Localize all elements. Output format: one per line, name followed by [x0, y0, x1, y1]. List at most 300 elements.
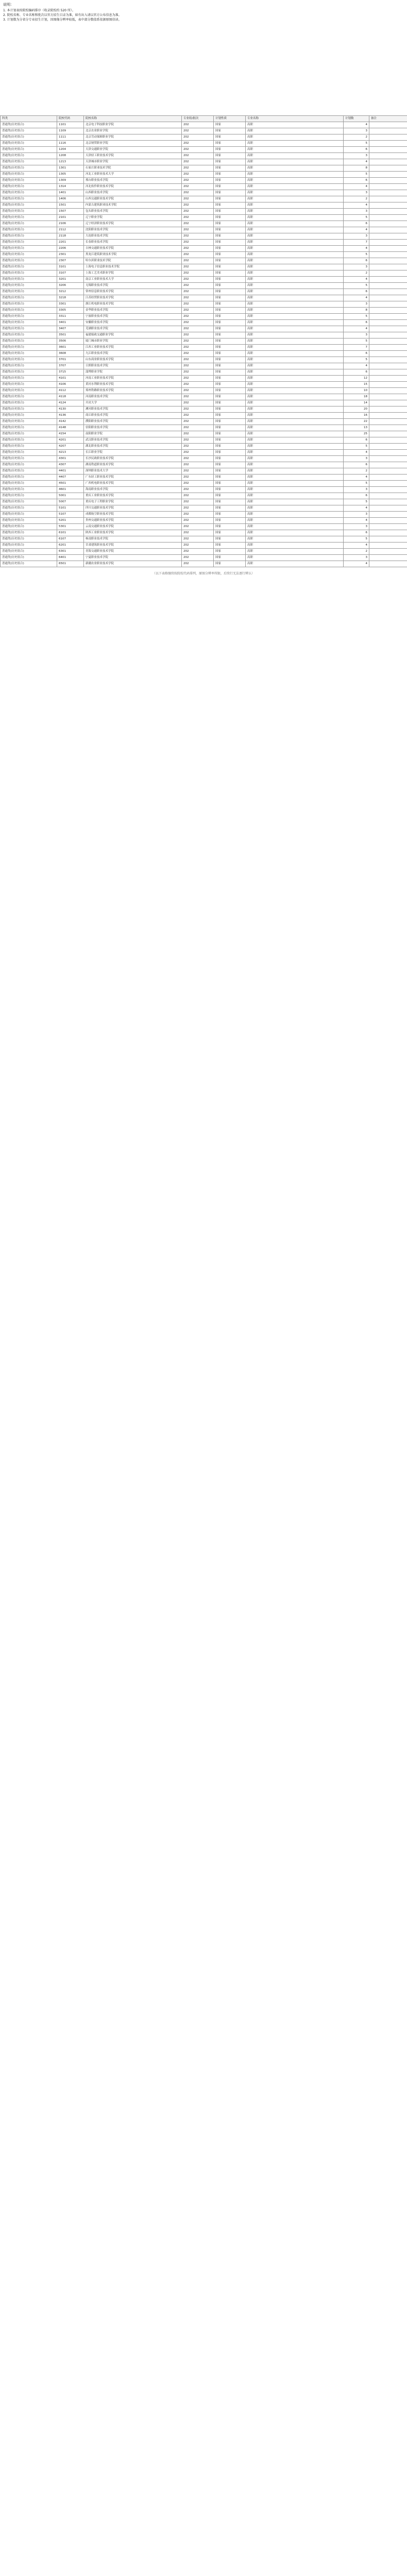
- column-header: 科类: [1, 116, 57, 122]
- cell-school-name: 漯河职业技术学院: [84, 406, 182, 413]
- cell-category: 普通类(历史组合): [1, 400, 57, 406]
- cell-school-name: 淄博职业学院: [84, 369, 182, 376]
- cell-plan-type: 国家: [214, 209, 246, 215]
- cell-major: 高职: [246, 202, 344, 209]
- cell-category: 普通类(历史组合): [1, 246, 57, 252]
- notes-line: 3. 计划数为分省分专业招生计划，因图像分辨率较低，表中部分数值系依据原图估读。: [3, 18, 122, 22]
- cell-major: 高职: [246, 363, 344, 369]
- cell-group: 202: [182, 277, 214, 283]
- cell-remark: [369, 394, 407, 400]
- table-header-row: [1, 116, 407, 122]
- cell-major: 高职: [246, 561, 344, 567]
- cell-plan-type: 国家: [214, 369, 246, 376]
- cell-plan-count: 4: [344, 450, 369, 456]
- cell-remark: [369, 543, 407, 549]
- cell-school-name: 郑州铁路职业技术学院: [84, 388, 182, 394]
- cell-category: 普通类(历史组合): [1, 270, 57, 277]
- cell-school-code: 4207: [57, 444, 84, 450]
- cell-remark: [369, 530, 407, 536]
- cell-plan-count: 3: [344, 456, 369, 462]
- cell-school-code: 3608: [57, 351, 84, 357]
- table-row: [1, 406, 407, 413]
- cell-plan-count: 6: [344, 178, 369, 184]
- cell-plan-type: 国家: [214, 437, 246, 444]
- cell-remark: [369, 202, 407, 209]
- cell-plan-type: 国家: [214, 363, 246, 369]
- cell-plan-type: 国家: [214, 524, 246, 530]
- cell-remark: [369, 147, 407, 153]
- cell-school-code: 5001: [57, 493, 84, 499]
- cell-school-code: 2301: [57, 252, 84, 258]
- cell-major: 高职: [246, 499, 344, 505]
- cell-category: 普通类(历史组合): [1, 481, 57, 487]
- cell-plan-count: 4: [344, 227, 369, 233]
- cell-group: 202: [182, 178, 214, 184]
- cell-school-name: 长沙民政职业技术学院: [84, 456, 182, 462]
- cell-plan-count: 5: [344, 481, 369, 487]
- cell-school-code: 1301: [57, 165, 84, 172]
- cell-remark: [369, 196, 407, 202]
- table-row: [1, 128, 407, 134]
- table-body: [1, 122, 407, 567]
- cell-plan-count: 4: [344, 363, 369, 369]
- cell-major: 高职: [246, 512, 344, 518]
- cell-plan-count: 4: [344, 561, 369, 567]
- cell-plan-count: 3: [344, 555, 369, 561]
- cell-plan-type: 国家: [214, 481, 246, 487]
- cell-group: 202: [182, 425, 214, 431]
- cell-school-name: 江西工业职业技术学院: [84, 345, 182, 351]
- cell-group: 202: [182, 227, 214, 233]
- cell-group: 202: [182, 308, 214, 314]
- cell-plan-type: 国家: [214, 277, 246, 283]
- cell-remark: [369, 369, 407, 376]
- cell-group: 202: [182, 549, 214, 555]
- cell-school-name: 日照职业技术学院: [84, 363, 182, 369]
- cell-category: 普通类(历史组合): [1, 561, 57, 567]
- cell-school-name: 无锡职业技术学院: [84, 283, 182, 289]
- cell-school-code: 3305: [57, 308, 84, 314]
- cell-plan-count: 5: [344, 252, 369, 258]
- cell-major: 高职: [246, 474, 344, 481]
- cell-plan-count: 4: [344, 326, 369, 332]
- cell-group: 202: [182, 283, 214, 289]
- column-header: 备注: [369, 116, 407, 122]
- cell-plan-type: 国家: [214, 505, 246, 512]
- cell-plan-count: 5: [344, 499, 369, 505]
- cell-school-name: 江苏经贸职业技术学院: [84, 295, 182, 301]
- cell-major: 高职: [246, 270, 344, 277]
- cell-plan-type: 国家: [214, 289, 246, 295]
- cell-school-code: 4124: [57, 400, 84, 406]
- cell-plan-count: 5: [344, 141, 369, 147]
- cell-school-name: 福建船政交通职业学院: [84, 332, 182, 338]
- table-row: [1, 147, 407, 153]
- cell-remark: [369, 301, 407, 308]
- cell-major: 高职: [246, 431, 344, 437]
- cell-plan-count: 4: [344, 202, 369, 209]
- cell-category: 普通类(历史组合): [1, 468, 57, 474]
- cell-major: 高职: [246, 505, 344, 512]
- cell-major: 高职: [246, 264, 344, 270]
- cell-plan-type: 国家: [214, 270, 246, 277]
- cell-category: 普通类(历史组合): [1, 209, 57, 215]
- cell-major: 高职: [246, 444, 344, 450]
- cell-remark: [369, 141, 407, 147]
- cell-major: 高职: [246, 277, 344, 283]
- table-row: [1, 561, 407, 567]
- cell-major: 高职: [246, 555, 344, 561]
- cell-category: 普通类(历史组合): [1, 406, 57, 413]
- cell-plan-count: 3: [344, 524, 369, 530]
- cell-category: 普通类(历史组合): [1, 184, 57, 190]
- cell-major: 高职: [246, 332, 344, 338]
- cell-plan-type: 国家: [214, 351, 246, 357]
- cell-plan-type: 国家: [214, 308, 246, 314]
- cell-remark: [369, 277, 407, 283]
- cell-school-name: 北京财贸职业学院: [84, 141, 182, 147]
- table-row: [1, 549, 407, 555]
- cell-school-code: 4118: [57, 394, 84, 400]
- cell-school-name: 邢台职业技术学院: [84, 178, 182, 184]
- cell-major: 高职: [246, 419, 344, 425]
- cell-group: 202: [182, 400, 214, 406]
- cell-plan-type: 国家: [214, 468, 246, 474]
- cell-group: 202: [182, 437, 214, 444]
- table-row: [1, 425, 407, 431]
- cell-plan-count: 10: [344, 388, 369, 394]
- cell-plan-type: 国家: [214, 462, 246, 468]
- cell-plan-count: 4: [344, 474, 369, 481]
- table-row: [1, 462, 407, 468]
- cell-plan-type: 国家: [214, 246, 246, 252]
- cell-category: 普通类(历史组合): [1, 382, 57, 388]
- cell-major: 高职: [246, 283, 344, 289]
- cell-plan-count: 3: [344, 264, 369, 270]
- cell-group: 202: [182, 474, 214, 481]
- cell-plan-count: 5: [344, 314, 369, 320]
- cell-plan-type: 国家: [214, 406, 246, 413]
- cell-plan-count: 20: [344, 406, 369, 413]
- cell-plan-type: 国家: [214, 159, 246, 165]
- cell-group: 202: [182, 505, 214, 512]
- column-header: 计划性质: [214, 116, 246, 122]
- cell-group: 202: [182, 202, 214, 209]
- column-header: 专业名称: [246, 116, 344, 122]
- cell-remark: [369, 320, 407, 326]
- table-row: [1, 215, 407, 221]
- cell-plan-type: 国家: [214, 153, 246, 159]
- cell-plan-count: 6: [344, 258, 369, 264]
- cell-school-name: 内蒙古建筑职业技术学院: [84, 202, 182, 209]
- cell-plan-count: 5: [344, 338, 369, 345]
- cell-remark: [369, 134, 407, 141]
- cell-major: 高职: [246, 406, 344, 413]
- cell-major: 高职: [246, 215, 344, 221]
- cell-plan-type: 国家: [214, 264, 246, 270]
- cell-school-name: 杨凌职业技术学院: [84, 536, 182, 543]
- table-row: [1, 555, 407, 561]
- cell-school-code: 1116: [57, 141, 84, 147]
- cell-group: 202: [182, 153, 214, 159]
- cell-category: 普通类(历史组合): [1, 456, 57, 462]
- cell-plan-count: 18: [344, 394, 369, 400]
- cell-plan-type: 国家: [214, 382, 246, 388]
- cell-school-name: 南京工业职业技术大学: [84, 277, 182, 283]
- cell-school-name: 天津交通职业学院: [84, 147, 182, 153]
- cell-school-name: 山西交通职业技术学院: [84, 196, 182, 202]
- cell-major: 高职: [246, 518, 344, 524]
- table-row: [1, 413, 407, 419]
- cell-school-code: 4101: [57, 376, 84, 382]
- table-row: [1, 252, 407, 258]
- table-row: [1, 474, 407, 481]
- cell-category: 普通类(历史组合): [1, 178, 57, 184]
- cell-group: 202: [182, 555, 214, 561]
- cell-school-code: 3311: [57, 314, 84, 320]
- cell-school-name: 河南职业技术学院: [84, 394, 182, 400]
- cell-remark: [369, 382, 407, 388]
- cell-school-code: 4130: [57, 406, 84, 413]
- cell-plan-count: 15: [344, 382, 369, 388]
- cell-school-name: 北京劳动保障职业学院: [84, 134, 182, 141]
- cell-plan-type: 国家: [214, 178, 246, 184]
- cell-plan-count: 3: [344, 301, 369, 308]
- cell-plan-count: 4: [344, 122, 369, 128]
- cell-school-name: 广东轻工职业技术学院: [84, 474, 182, 481]
- cell-remark: [369, 252, 407, 258]
- cell-group: 202: [182, 134, 214, 141]
- cell-plan-count: 5: [344, 283, 369, 289]
- cell-remark: [369, 351, 407, 357]
- cell-group: 202: [182, 301, 214, 308]
- cell-plan-type: 国家: [214, 474, 246, 481]
- cell-school-code: 3101: [57, 264, 84, 270]
- cell-category: 普通类(历史组合): [1, 141, 57, 147]
- cell-plan-type: 国家: [214, 314, 246, 320]
- cell-school-name: 上海工艺美术职业学院: [84, 270, 182, 277]
- cell-school-name: 黄河水利职业技术学院: [84, 382, 182, 388]
- table-row: [1, 444, 407, 450]
- cell-school-name: 哈尔滨职业技术学院: [84, 258, 182, 264]
- table-row: [1, 221, 407, 227]
- cell-plan-count: 5: [344, 215, 369, 221]
- cell-plan-count: 4: [344, 543, 369, 549]
- cell-remark: [369, 159, 407, 165]
- table-row: [1, 400, 407, 406]
- cell-school-code: 3715: [57, 369, 84, 376]
- cell-category: 普通类(历史组合): [1, 240, 57, 246]
- cell-group: 202: [182, 184, 214, 190]
- cell-school-name: 重庆电子工程职业学院: [84, 499, 182, 505]
- cell-school-name: 北京电子科技职业学院: [84, 122, 182, 128]
- cell-plan-type: 国家: [214, 147, 246, 153]
- cell-category: 普通类(历史组合): [1, 505, 57, 512]
- cell-remark: [369, 122, 407, 128]
- cell-major: 高职: [246, 481, 344, 487]
- cell-major: 高职: [246, 345, 344, 351]
- cell-major: 高职: [246, 462, 344, 468]
- cell-school-code: 1109: [57, 128, 84, 134]
- cell-remark: [369, 221, 407, 227]
- cell-school-code: 4301: [57, 456, 84, 462]
- cell-plan-count: 4: [344, 246, 369, 252]
- cell-plan-count: 13: [344, 425, 369, 431]
- cell-school-name: 包头职业技术学院: [84, 209, 182, 215]
- cell-category: 普通类(历史组合): [1, 165, 57, 172]
- cell-plan-count: 2: [344, 134, 369, 141]
- cell-major: 高职: [246, 394, 344, 400]
- cell-school-code: 3201: [57, 277, 84, 283]
- cell-group: 202: [182, 456, 214, 462]
- cell-plan-count: 3: [344, 209, 369, 215]
- table-row: [1, 196, 407, 202]
- cell-plan-count: 4: [344, 295, 369, 301]
- cell-remark: [369, 128, 407, 134]
- cell-remark: [369, 512, 407, 518]
- table-row: [1, 481, 407, 487]
- cell-major: 高职: [246, 437, 344, 444]
- cell-group: 202: [182, 369, 214, 376]
- cell-plan-count: 6: [344, 369, 369, 376]
- cell-category: 普通类(历史组合): [1, 524, 57, 530]
- cell-group: 202: [182, 320, 214, 326]
- table-row: [1, 338, 407, 345]
- cell-major: 高职: [246, 153, 344, 159]
- cell-group: 202: [182, 172, 214, 178]
- table-row: [1, 369, 407, 376]
- cell-school-code: 3701: [57, 357, 84, 363]
- table-row: [1, 264, 407, 270]
- cell-school-code: 1213: [57, 159, 84, 165]
- cell-plan-type: 国家: [214, 332, 246, 338]
- cell-school-name: 常州信息职业技术学院: [84, 289, 182, 295]
- cell-plan-count: 4: [344, 518, 369, 524]
- cell-major: 高职: [246, 196, 344, 202]
- cell-remark: [369, 524, 407, 530]
- cell-category: 普通类(历史组合): [1, 320, 57, 326]
- cell-category: 普通类(历史组合): [1, 555, 57, 561]
- cell-school-code: 1507: [57, 209, 84, 215]
- cell-school-code: 4201: [57, 437, 84, 444]
- cell-school-name: 成都航空职业技术学院: [84, 512, 182, 518]
- cell-major: 高职: [246, 147, 344, 153]
- cell-school-name: 河北软件职业技术学院: [84, 184, 182, 190]
- cell-school-code: 3301: [57, 301, 84, 308]
- table-row: [1, 450, 407, 456]
- cell-remark: [369, 209, 407, 215]
- cell-school-code: 1309: [57, 178, 84, 184]
- cell-remark: [369, 425, 407, 431]
- cell-school-name: 甘肃建筑职业技术学院: [84, 543, 182, 549]
- cell-plan-type: 国家: [214, 233, 246, 240]
- table-row: [1, 165, 407, 172]
- cell-school-code: 6201: [57, 543, 84, 549]
- cell-major: 高职: [246, 376, 344, 382]
- cell-remark: [369, 153, 407, 159]
- cell-plan-type: 国家: [214, 215, 246, 221]
- cell-category: 普通类(历史组合): [1, 388, 57, 394]
- cell-school-code: 2201: [57, 240, 84, 246]
- cell-plan-type: 国家: [214, 122, 246, 128]
- table-row: [1, 283, 407, 289]
- cell-major: 高职: [246, 425, 344, 431]
- cell-plan-type: 国家: [214, 536, 246, 543]
- table-row: [1, 258, 407, 264]
- cell-group: 202: [182, 376, 214, 382]
- cell-plan-type: 国家: [214, 456, 246, 462]
- table-row: [1, 388, 407, 394]
- cell-school-code: 5201: [57, 518, 84, 524]
- cell-group: 202: [182, 406, 214, 413]
- cell-major: 高职: [246, 128, 344, 134]
- cell-group: 202: [182, 413, 214, 419]
- cell-category: 普通类(历史组合): [1, 314, 57, 320]
- cell-school-name: 辽宁经济职业技术学院: [84, 221, 182, 227]
- cell-plan-count: 14: [344, 400, 369, 406]
- cell-plan-type: 国家: [214, 301, 246, 308]
- cell-plan-type: 国家: [214, 413, 246, 419]
- cell-remark: [369, 400, 407, 406]
- cell-plan-type: 国家: [214, 128, 246, 134]
- cell-plan-type: 国家: [214, 295, 246, 301]
- table-row: [1, 487, 407, 493]
- cell-plan-type: 国家: [214, 258, 246, 264]
- cell-plan-count: 6: [344, 493, 369, 499]
- cell-category: 普通类(历史组合): [1, 487, 57, 493]
- cell-school-name: 辽宁职业学院: [84, 215, 182, 221]
- cell-school-name: 陕西工业职业技术学院: [84, 530, 182, 536]
- table-row: [1, 437, 407, 444]
- cell-group: 202: [182, 419, 214, 425]
- cell-school-code: 3206: [57, 283, 84, 289]
- cell-group: 202: [182, 326, 214, 332]
- table-row: [1, 172, 407, 178]
- cell-category: 普通类(历史组合): [1, 376, 57, 382]
- column-header: 计划数: [344, 116, 369, 122]
- continuation-note: （以下表格继续按院校代码排列，原图分辨率所限，后续行无法逐行辨认）: [152, 572, 255, 575]
- cell-school-code: 5101: [57, 505, 84, 512]
- cell-school-code: 3407: [57, 326, 84, 332]
- cell-group: 202: [182, 190, 214, 196]
- cell-category: 普通类(历史组合): [1, 419, 57, 425]
- cell-plan-type: 国家: [214, 444, 246, 450]
- cell-group: 202: [182, 530, 214, 536]
- cell-group: 202: [182, 270, 214, 277]
- cell-plan-type: 国家: [214, 202, 246, 209]
- table-row: [1, 326, 407, 332]
- cell-plan-type: 国家: [214, 196, 246, 202]
- cell-school-code: 3506: [57, 338, 84, 345]
- cell-group: 202: [182, 450, 214, 456]
- cell-school-code: 1101: [57, 122, 84, 128]
- cell-remark: [369, 233, 407, 240]
- cell-category: 普通类(历史组合): [1, 493, 57, 499]
- cell-group: 202: [182, 499, 214, 505]
- cell-group: 202: [182, 128, 214, 134]
- cell-school-name: 新疆农业职业技术学院: [84, 561, 182, 567]
- cell-category: 普通类(历史组合): [1, 326, 57, 332]
- cell-remark: [369, 258, 407, 264]
- cell-plan-count: 5: [344, 357, 369, 363]
- cell-remark: [369, 450, 407, 456]
- cell-major: 高职: [246, 468, 344, 474]
- cell-plan-count: 5: [344, 172, 369, 178]
- cell-group: 202: [182, 209, 214, 215]
- cell-school-name: 河南工业职业技术学院: [84, 376, 182, 382]
- cell-plan-type: 国家: [214, 487, 246, 493]
- cell-school-code: 2101: [57, 215, 84, 221]
